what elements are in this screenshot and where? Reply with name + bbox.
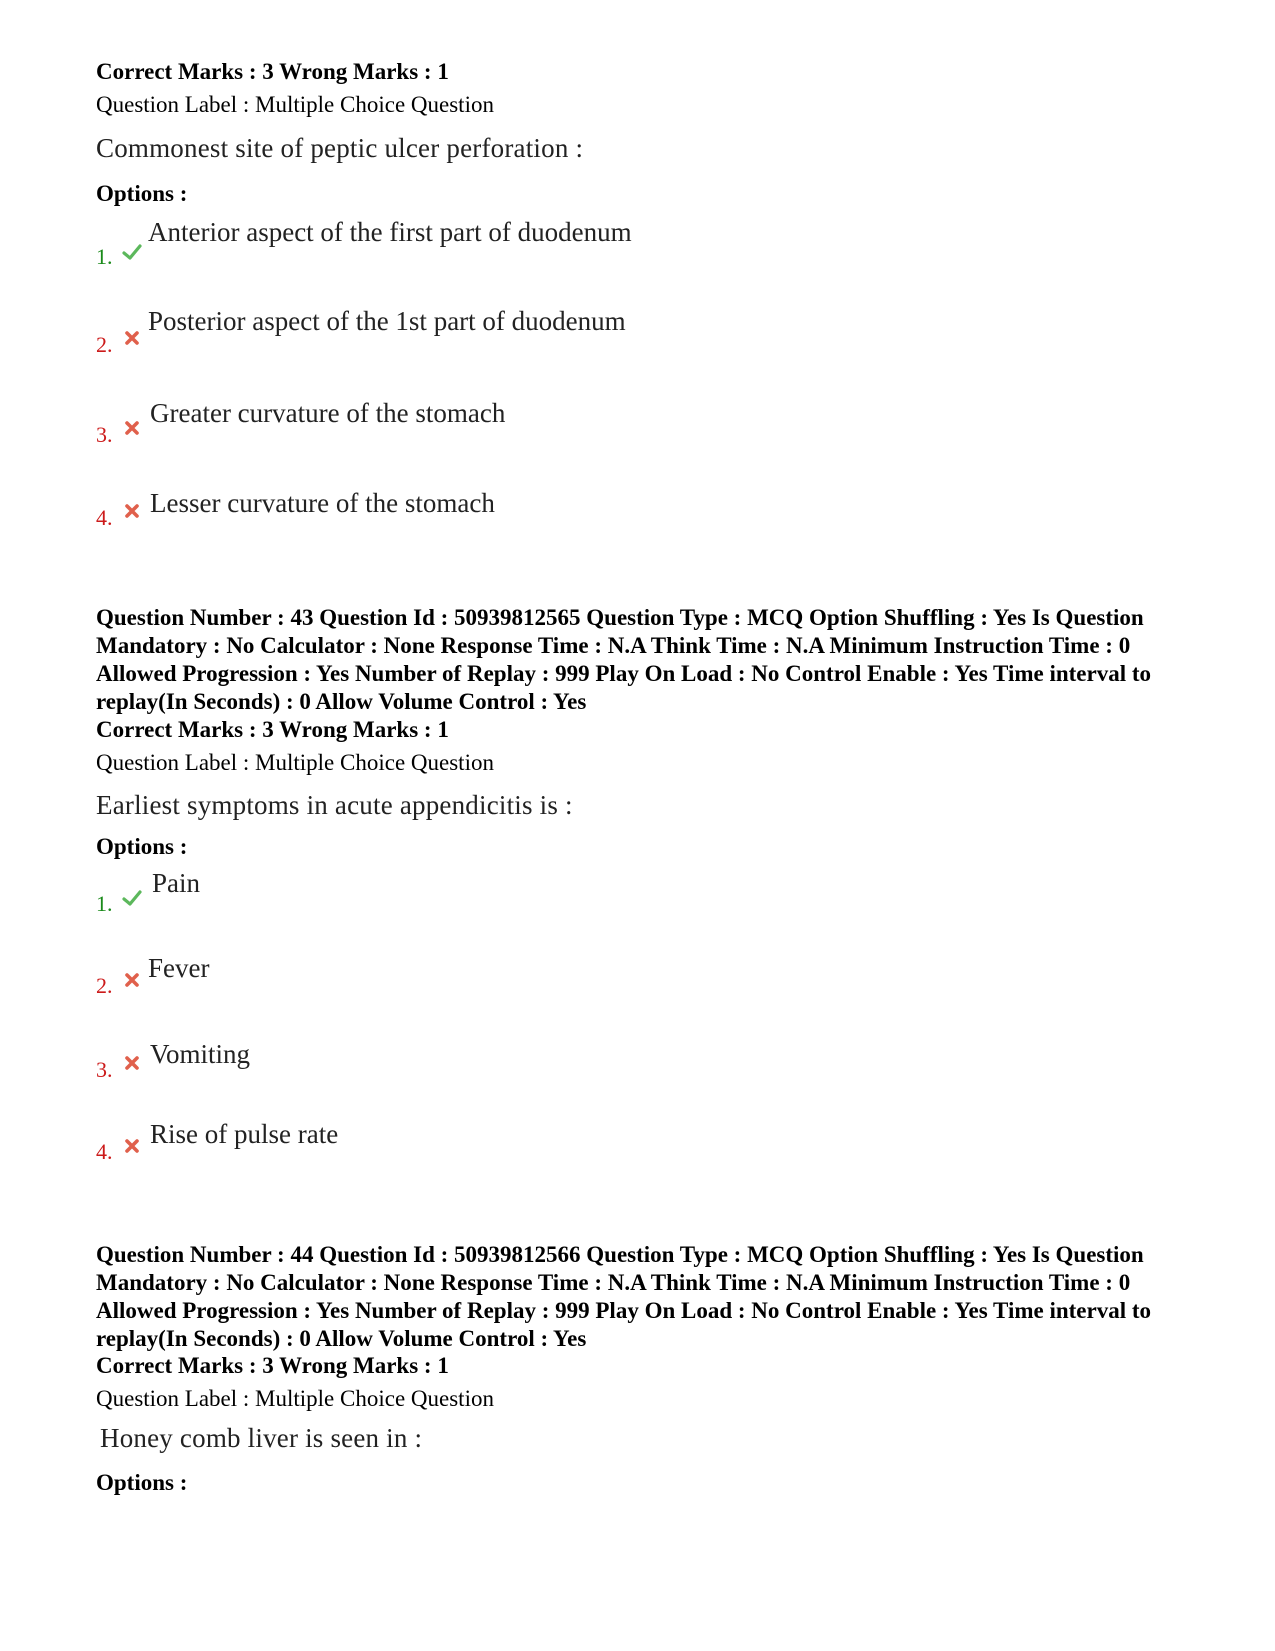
question-label: Question Label : Multiple Choice Question	[96, 1386, 494, 1411]
correct-wrong-marks: Correct Marks : 3 Wrong Marks : 1	[96, 1353, 449, 1378]
question-metadata: Question Number : 43 Question Id : 50939812565 Question Type : MCQ Option Shuffling : Yes Is Question Mandatory : No Calculator : None Response Time : N.A Think Time : N.A Minimum Instruction Time : 0 Allowed Progression : Yes Number of Replay : 999 Play On Load : No Control Enable : Yes Time interval to replay(In Seconds) : 0 Allow Volume Control : Yes	[96, 605, 1152, 714]
cross-icon	[122, 501, 142, 521]
cross-icon	[122, 1136, 142, 1156]
option-text: Vomiting	[150, 1039, 251, 1069]
correct-wrong-marks: Correct Marks : 3 Wrong Marks : 1	[96, 59, 449, 84]
option-number: 4.	[96, 505, 113, 530]
cross-icon	[122, 1053, 142, 1073]
option-text: Pain	[152, 868, 201, 898]
option-text: Anterior aspect of the first part of duodenum	[148, 217, 632, 247]
options-heading: Options :	[96, 834, 188, 859]
question-text: Earliest symptoms in acute appendicitis is :	[96, 790, 573, 820]
option-text: Fever	[148, 953, 210, 983]
cross-icon	[122, 970, 142, 990]
question-text: Honey comb liver is seen in :	[100, 1423, 423, 1453]
option-number: 2.	[96, 332, 113, 357]
option-number: 4.	[96, 1139, 113, 1164]
option-text: Rise of pulse rate	[150, 1119, 339, 1149]
options-heading: Options :	[96, 1470, 188, 1495]
question-label: Question Label : Multiple Choice Question	[96, 92, 494, 117]
check-icon	[122, 888, 142, 908]
option-number: 3.	[96, 1057, 113, 1082]
question-text: Commonest site of peptic ulcer perforation :	[96, 133, 584, 163]
correct-wrong-marks: Correct Marks : 3 Wrong Marks : 1	[96, 717, 449, 742]
cross-icon	[122, 328, 142, 348]
option-number: 1.	[96, 244, 113, 269]
check-icon	[122, 242, 142, 262]
option-text: Greater curvature of the stomach	[150, 398, 506, 428]
cross-icon	[122, 418, 142, 438]
question-label: Question Label : Multiple Choice Question	[96, 750, 494, 775]
option-number: 1.	[96, 891, 113, 916]
option-text: Lesser curvature of the stomach	[150, 488, 495, 518]
option-text: Posterior aspect of the 1st part of duodenum	[148, 306, 626, 336]
option-number: 2.	[96, 973, 113, 998]
question-metadata: Question Number : 44 Question Id : 50939812566 Question Type : MCQ Option Shuffling : Yes Is Question Mandatory : No Calculator : None Response Time : N.A Think Time : N.A Minimum Instruction Time : 0 Allowed Progression : Yes Number of Replay : 999 Play On Load : No Control Enable : Yes Time interval to replay(In Seconds) : 0 Allow Volume Control : Yes	[96, 1242, 1152, 1351]
option-number: 3.	[96, 422, 113, 447]
options-heading: Options :	[96, 181, 188, 206]
